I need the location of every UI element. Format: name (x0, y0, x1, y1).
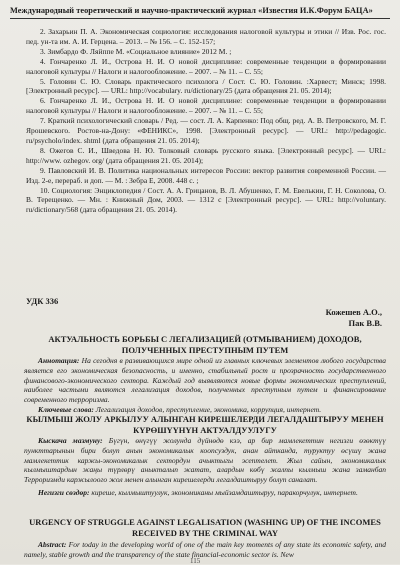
reference-item: 7. Краткий психологический словарь / Ред. — сост. Л. А. Карпенко: Под общ. ред. А. В. Петровского, М. Г. Ярошевского. Ростов-на-Дону: «ФЕНИКС», 1998. [Электронный ресурс]. — URL: http://pedagogic. ru/psycholo/index. shtml (дата обращения 21. 05. 2014); (26, 116, 386, 145)
abstract-ky (24, 436, 386, 498)
reference-item: 10. Социология: Энциклопедия / Сост. А. А. Грицанов, В. Л. Абушенко, Г. М. Евелькин, Г. Н. Соколова, О. В. Терещенко. — Мн. : Книжный Дом, 2003. — 1312 с [Электронный ресурс]. — URL: http://voluntary. ru/dictionary/568 (дата обращения 21. 05. 2014). (26, 185, 386, 215)
article-title-ky: КЫЛМЫШ ЖОЛУ АРКЫЛУУ АЛЫНГАН КИРЕШЕЛЕРДИ ЛЕГАЛДАШТЫРУУ МЕНЕН КҮРӨШҮҮНҮН АКТУАЛДУУЛУГУ (26, 414, 384, 435)
abstract-text-ky: Бүгүн, өнүгүү жолунда дүйнөдө кээ, ар бир мамлекеттин негизги өзөктүү пункттарынын бири болуп анын экономикалык коопсуздук, анан айтканда, туруктуу өсүшү жана мамлекеттик каржы-экономикалык сектордун ачыктыгы эсептелет. Жыл сайын, экономикалык кылмыштардын жаңы түрлөрү аныкталып жатат, алардын көбү жалпы кылмыш жана заманбап Терроризмди каржылоого жол менен алынган кирешелерди легалдаштыруу болуп саналат. (24, 436, 386, 485)
running-header: Международный теоретический и научно-практический журнал «Известия И.К.Форум БАЦА» (10, 6, 390, 19)
keywords-text-ru: Легализация доходов, преступление, экономика, коррупция, интернет. (95, 404, 322, 414)
reference-list (26, 27, 386, 215)
abstract-en (24, 540, 386, 560)
reference-item: 2. Захарьин П. А. Экономическая социология: исследования налоговой культуры и этики // Изв. Рос. гос. пед. ун-та им. А. И. Герцена. – 2013. – № 156. – С. 152-157; (26, 27, 386, 46)
author-list (326, 307, 382, 329)
udc-code: УДК 336 (26, 296, 59, 306)
reference-item: 4. Гончаренко Л. И., Островa Н. И. О новой дисциплине: современные тенденции в формировании налоговой культуры // Налоги и налогообложение. – 2007. – № 11. – С. 55; (26, 56, 386, 76)
keywords-label-ky: Негизги сөздөр: (38, 487, 90, 497)
reference-item: 9. Павловский И. В. Политика национальных интересов России: вектор развития современной России. — Изд. 2-е, перераб. и доп. — М. : Зебра Е, 2008. 448 с. ; (26, 165, 386, 185)
keywords-text-ky: киреше, кылмыштуулук, экономиканы мыйзамдаштыруу, паракорчулук, интернет. (91, 487, 358, 497)
abstract-label-ky: Кыскача мазмуну: (38, 436, 103, 445)
article-title-ru: АКТУАЛЬНОСТЬ БОРЬБЫ С ЛЕГАЛИЗАЦИЕЙ (ОТМЫВАНИЕМ) ДОХОДОВ, ПОЛУЧЕННЫХ ПРЕСТУПНЫМ ПУТЕМ (48, 334, 362, 355)
reference-item: 8. Ожегов С. И., Шведова Н. Ю. Толковый словарь русского языка. [Электронный ресурс]. — URL: http://www. ozhegov. org/ (дата обращения 21. 05. 2014); (26, 145, 386, 165)
article-title-en: URGENCY OF STRUGGLE AGAINST LEGALISATION (WASHING UP) OF THE INCOMES RECEIVED BY THE CRIMINAL WAY (29, 517, 381, 538)
reference-item: 6. Гончаренко Л. И., Острова Н. И. О новой дисциплине: современные тенденции в формировании налоговой культуры // Налоги и налогообложение. – 2007. – № 11. – С. 55; (26, 96, 386, 116)
abstract-ru (24, 356, 386, 415)
author-name: Кожешев А.О., (325, 307, 382, 317)
author-name: Пак В.В. (348, 318, 382, 328)
abstract-text-en: For today in the developing world of one of the main key moments of any state its economic safety, and namely, stable growth and the transparency of the state financial-economic sector is. New (24, 540, 387, 559)
keywords-label-ru: Ключевые слова: (38, 404, 94, 414)
reference-item: 3. Зимбардо Ф. Ляйппе М. «Социальное влияние» 2012 М. ; (40, 46, 232, 56)
abstract-text-ru: На сегодня в развивающихся мире одной из главных ключевых элементов любого государства является его экономическая безопасность, и именно, стабильный рост и прозрачность государственного финансового-экономического сектора. Каждый год выявляются новые формы экономических преступлений, наиболее частыми являются легализация доходов, полученных преступным путем и финансирование современного терроризма. (24, 356, 386, 405)
abstract-label-en: Abstract: (38, 540, 67, 549)
page-number: 115 (190, 557, 201, 565)
abstract-label-ru: Аннотация: (38, 356, 80, 365)
reference-item: 5. Головин С. Ю. Словарь практического психолога / Сост. С. Ю. Головин. :Харвест; Минск; 1998. [Электронный ресурс]. — URL: http://vocabulary. ru/dictionary/25 (дата обращения 21. 05. 2014); (26, 76, 386, 96)
